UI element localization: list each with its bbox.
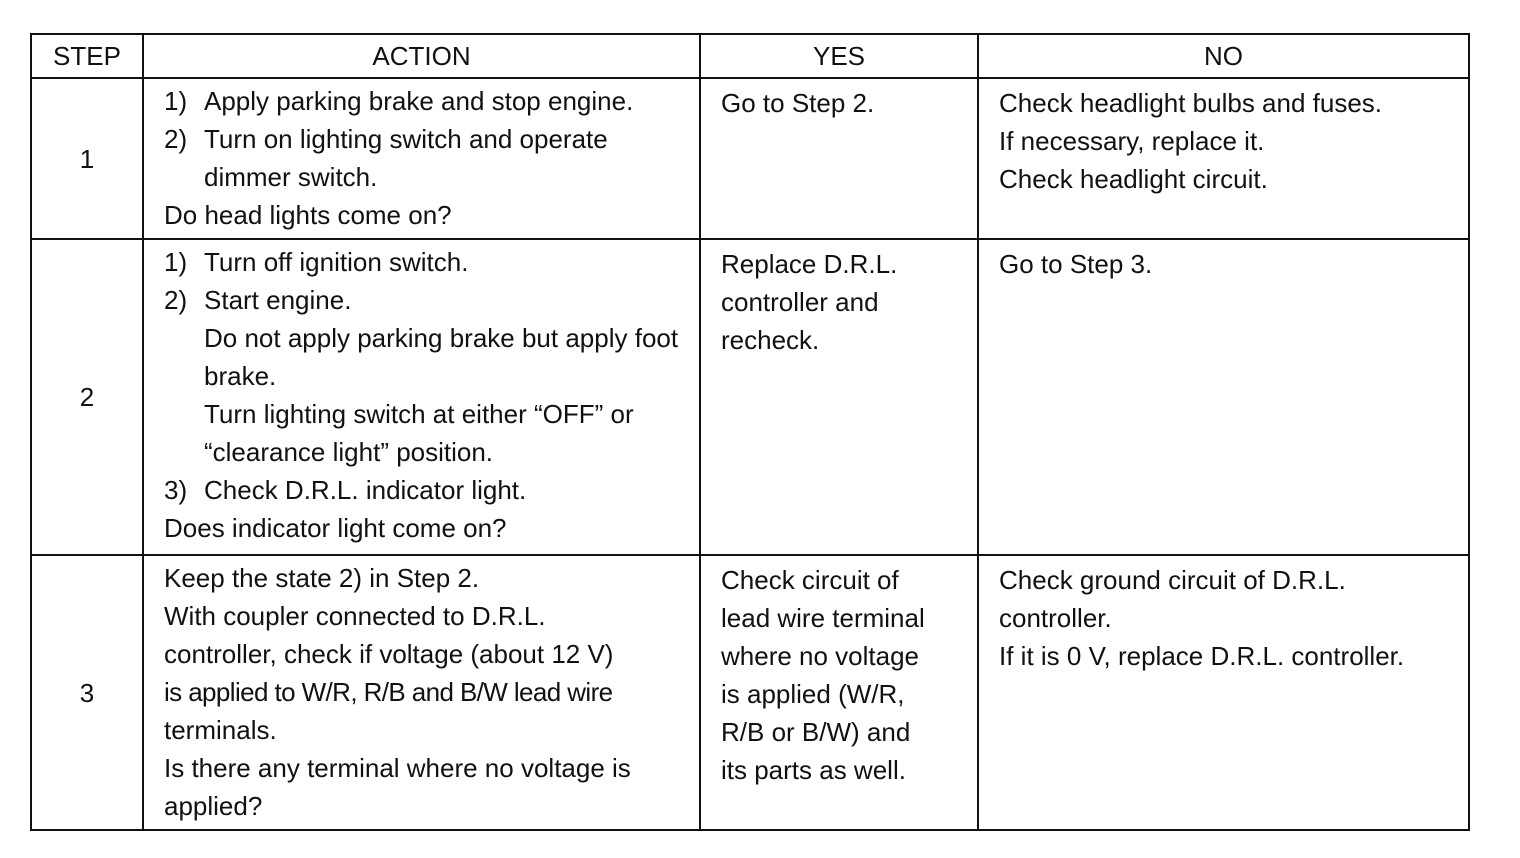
action-cell: [143, 239, 700, 555]
yes-line: controller and: [721, 287, 879, 317]
header-row: [31, 34, 1469, 78]
yes-cell: [700, 555, 978, 830]
action-line: Keep the state 2) in Step 2.: [164, 563, 480, 593]
troubleshooting-table: [30, 33, 1470, 831]
header-no: NO: [978, 34, 1469, 78]
action-line: terminals.: [164, 715, 277, 745]
action-item: 2) Start engine.: [164, 285, 352, 315]
yes-line: Replace D.R.L.: [721, 249, 898, 279]
yes-line: lead wire terminal: [721, 603, 925, 633]
yes-line: R/B or B/W) and: [721, 717, 911, 747]
header-yes: YES: [700, 34, 978, 78]
yes-line: Go to Step 2.: [721, 88, 875, 118]
yes-cell: [700, 78, 978, 239]
action-line: controller, check if voltage (about 12 V): [164, 639, 614, 669]
no-line: controller.: [999, 603, 1112, 633]
action-line: With coupler connected to D.R.L.: [164, 601, 546, 631]
no-line: Check headlight bulbs and fuses.: [999, 88, 1383, 118]
action-item: 1) Turn off ignition switch.: [164, 247, 469, 277]
yes-cell: [700, 239, 978, 555]
table-row: [31, 555, 1469, 830]
header-step: STEP: [31, 34, 143, 78]
no-cell: [978, 78, 1469, 239]
action-item: Turn lighting switch at either “OFF” or “clearance light” position.: [204, 399, 634, 467]
action-item: 1) Apply parking brake and stop engine.: [164, 86, 634, 116]
no-line: Check ground circuit of D.R.L.: [999, 565, 1346, 595]
no-line: If it is 0 V, replace D.R.L. controller.: [999, 641, 1405, 671]
yes-line: its parts as well.: [721, 755, 906, 785]
yes-line: recheck.: [721, 325, 820, 355]
table-row: [31, 239, 1469, 555]
action-cell: [143, 78, 700, 239]
action-line: is applied to W/R, R/B and B/W lead wire: [164, 677, 613, 707]
step-number: 2: [31, 239, 143, 555]
table-row: [31, 78, 1469, 239]
action-line: applied?: [164, 791, 263, 821]
step-number: 3: [31, 555, 143, 830]
step-number: 1: [31, 78, 143, 239]
action-item: Do not apply parking brake but apply foot brake.: [204, 323, 679, 391]
yes-line: is applied (W/R,: [721, 679, 905, 709]
action-line: Is there any terminal where no voltage is: [164, 753, 631, 783]
no-line: Go to Step 3.: [999, 249, 1153, 279]
action-question: Do head lights come on?: [164, 200, 452, 230]
action-item: 3) Check D.R.L. indicator light.: [164, 475, 527, 505]
yes-line: where no voltage: [721, 641, 920, 671]
action-question: Does indicator light come on?: [164, 513, 507, 543]
no-line: Check headlight circuit.: [999, 164, 1268, 194]
header-action: ACTION: [143, 34, 700, 78]
no-cell: [978, 555, 1469, 830]
no-line: If necessary, replace it.: [999, 126, 1265, 156]
no-cell: [978, 239, 1469, 555]
action-cell: [143, 555, 700, 830]
action-item: 2) Turn on lighting switch and operate dimmer switch.: [164, 124, 608, 192]
yes-line: Check circuit of: [721, 565, 899, 595]
